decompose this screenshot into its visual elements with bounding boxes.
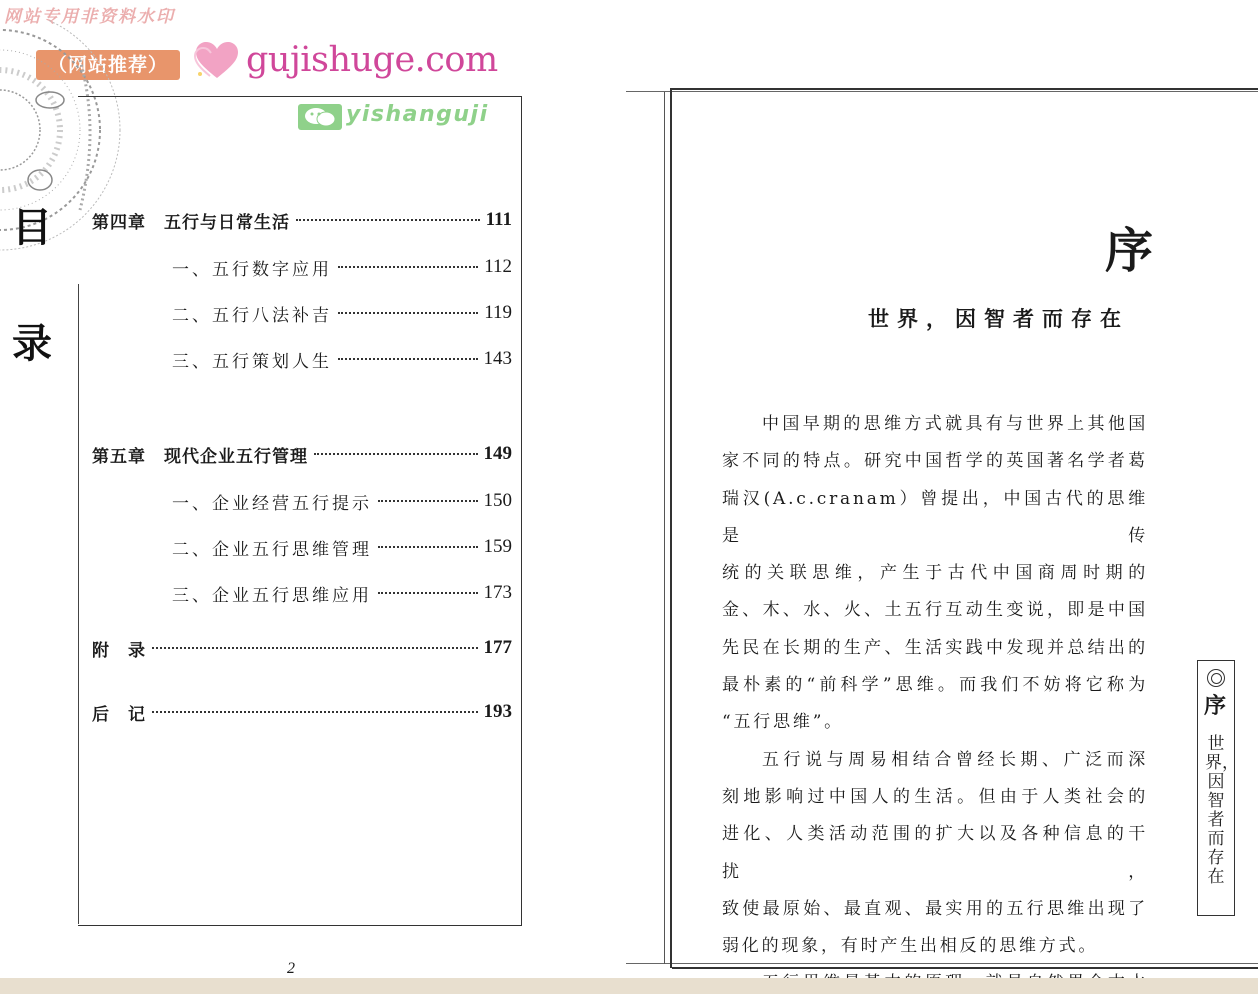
text-line: 最朴素的“前科学”思维。而我们不妨将它称为 bbox=[722, 675, 1148, 696]
toc-entry-page: 112 bbox=[484, 256, 512, 277]
toc-entry-section[interactable] bbox=[172, 255, 512, 279]
toc-entry-page: 173 bbox=[483, 582, 512, 603]
scan-bottom-edge bbox=[0, 978, 1258, 994]
preface-body bbox=[722, 406, 1148, 994]
page-gutter-rule bbox=[670, 88, 672, 968]
watermark-wechat-id: yishanguji bbox=[346, 102, 489, 127]
toc-title-char-2: 录 bbox=[12, 321, 52, 367]
text-line: 统的关联思维，产生于古代中国商周时期的 bbox=[722, 563, 1148, 584]
toc-entry-section[interactable] bbox=[172, 581, 512, 605]
toc-entry-label: 二、企业五行思维管理 bbox=[172, 539, 372, 560]
page-top-rule bbox=[672, 88, 1258, 90]
toc-entry-page: 111 bbox=[485, 209, 512, 230]
running-header-tab bbox=[1197, 660, 1239, 916]
preface-heading: 序 bbox=[1105, 223, 1154, 279]
toc-entry-afterword[interactable] bbox=[92, 700, 512, 724]
toc-entry-label: 三、五行策划人生 bbox=[172, 351, 332, 372]
toc-entry-label: 二、五行八法补吉 bbox=[172, 305, 332, 326]
toc-entry-section[interactable] bbox=[172, 535, 512, 559]
toc-entry-label: 三、企业五行思维应用 bbox=[172, 585, 372, 606]
toc-entry-section[interactable] bbox=[172, 347, 512, 371]
text-line: 家不同的特点。研究中国哲学的英国著名学者葛 bbox=[722, 451, 1148, 472]
text-line: 先民在长期的生产、生活实践中发现并总结出的 bbox=[722, 637, 1148, 658]
watermark-site: gujishuge.com bbox=[246, 40, 498, 80]
toc-entry-label: 一、五行数字应用 bbox=[172, 259, 332, 280]
page-number: 2 bbox=[287, 960, 295, 977]
watermark-top-text: 网站专用非资料水印 bbox=[4, 7, 175, 27]
toc-title-char-1: 目 bbox=[12, 205, 52, 251]
page-top-rule bbox=[626, 91, 1258, 92]
toc-entry-page: 143 bbox=[483, 348, 512, 369]
page-gutter-rule bbox=[664, 92, 665, 964]
text-line: 进化、人类活动范围的扩大以及各种信息的干扰， bbox=[722, 824, 1148, 882]
watermark-badge: （网站推荐） bbox=[36, 50, 180, 80]
heart-icon bbox=[194, 40, 240, 80]
leader-dots bbox=[378, 538, 478, 548]
leader-dots bbox=[378, 584, 478, 594]
text-line: “五行思维”。 bbox=[722, 712, 844, 733]
leader-dots bbox=[338, 304, 478, 314]
toc-entry-section[interactable] bbox=[172, 301, 512, 325]
toc-entry-page: 119 bbox=[484, 302, 512, 323]
toc-entry-section[interactable] bbox=[172, 489, 512, 513]
text-line: 刻地影响过中国人的生活。但由于人类社会的 bbox=[722, 786, 1148, 807]
toc-entry-page: 193 bbox=[483, 701, 512, 722]
text-line: 致使最原始、最直观、最实用的五行思维出现了 bbox=[722, 898, 1148, 919]
running-header-text: 世界，因智者而存在 bbox=[1205, 734, 1239, 887]
preface-subtitle: 世界，因智者而存在 bbox=[868, 307, 1129, 331]
toc-entry-page: 149 bbox=[483, 443, 512, 464]
text-line: 弱化的现象，有时产生出相反的思维方式。 bbox=[722, 936, 1099, 957]
text-line: 瑞汉(A.c.cranam）曾提出，中国古代的思维是传 bbox=[722, 488, 1148, 546]
toc-entry-label: 第四章 五行与日常生活 bbox=[92, 212, 290, 233]
leader-dots bbox=[152, 639, 478, 649]
leader-dots bbox=[296, 211, 480, 221]
toc-frame-left-rule bbox=[78, 284, 79, 924]
leader-dots bbox=[314, 445, 478, 455]
toc-entry-label: 附 录 bbox=[92, 640, 146, 661]
circle-symbol-icon bbox=[1207, 669, 1225, 687]
leader-dots bbox=[378, 492, 478, 502]
toc-entry-appendix[interactable] bbox=[92, 636, 512, 660]
toc-entry-label: 一、企业经营五行提示 bbox=[172, 493, 372, 514]
leader-dots bbox=[338, 350, 478, 360]
toc-entry-chapter-4[interactable] bbox=[92, 208, 512, 232]
toc-entry-page: 150 bbox=[483, 490, 512, 511]
text-line: 中国早期的思维方式就具有与世界上其他国 bbox=[762, 414, 1148, 434]
leader-dots bbox=[338, 258, 478, 268]
toc-entry-page: 159 bbox=[483, 536, 512, 557]
leader-dots bbox=[152, 703, 478, 713]
toc-entry-chapter-5[interactable] bbox=[92, 442, 512, 466]
toc-entry-label: 后 记 bbox=[92, 704, 146, 725]
toc-entry-page: 177 bbox=[483, 637, 512, 658]
text-line: 金、木、水、火、土五行互动生变说，即是中国 bbox=[722, 600, 1148, 621]
text-line: 五行说与周易相结合曾经长期、广泛而深 bbox=[762, 749, 1148, 770]
running-header-heading: 序 bbox=[1204, 694, 1227, 719]
toc-entry-label: 第五章 现代企业五行管理 bbox=[92, 446, 308, 467]
